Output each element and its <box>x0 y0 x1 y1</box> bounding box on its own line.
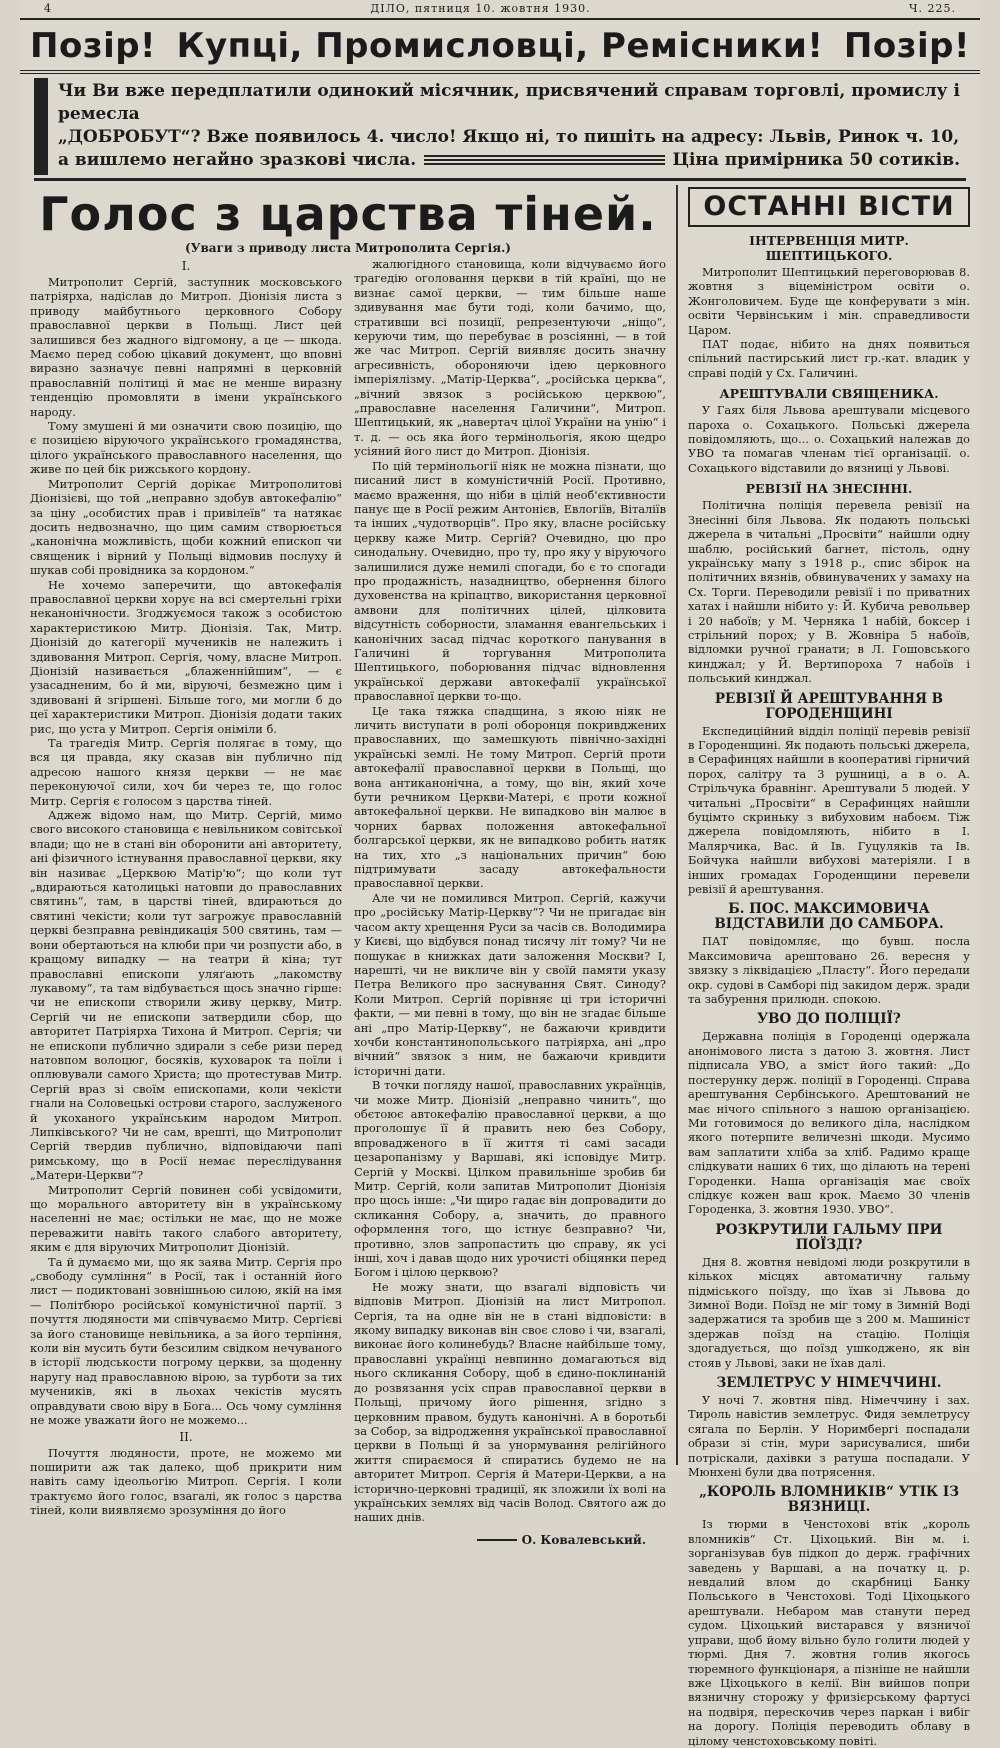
news-paragraph: У Гаях біля Львова арештували місцевого пароха о. Сохацького. Польські джерела повідомляють, що... о. Сохацький належав до УВО та помагав членам тієї організації. о. Сохацького відставили до вязниці у Львові. <box>688 403 970 475</box>
paragraph: Не хочемо заперечити, що автокефалія православної церкви хорує на всі смертельні гріхи неканонічности. Згоджуємося також з особистою характеристикою Митр. Діонізія. Так, Митр. Діонізій до категорії мучеників не належить і здивовання Митроп. Сергія, чому, власне Митроп. Діонізій називається „блаженнійшим“, — є узасадненим, бо й ми, віруючі, безмежно цим і здивовані й згіршені. Більше того, ми могли б до цеї характеристики Митроп. Діонізія додати таких рис, що уста у Митроп. Сергія оніміли б. <box>30 577 342 736</box>
news-paragraph: Експедиційний відділ поліції перевів ревізії в Городенщині. Як подають польські джерела, в Серафинцях найшли в кооперативі гірничий порох, салітру та 3 рушниці, а в о. А. Стрільчука бравнінг. Арештували 5 людей. У читальні „Просвіти“ в Серафинцях найшли буцімто скриньку з вибуховим набоєм. Тіж джерела повідомляють, нібито в І. Малярчика, Вас. й Ів. Гуцуляків та Ів. Бойчука найшли вибухові матеріяли. І в інших громадах Городенщини перевели ревізії й арештування. <box>688 723 970 897</box>
news-items <box>688 233 970 1748</box>
news-paragraph: ПАТ подає, нібито на днях появиться спільний пастирський лист гр.-кат. владик у справі подій у Сх. Галичині. <box>688 337 970 380</box>
news-headline: „КОРОЛЬ ВЛОМНИКІВ“ УТІК ІЗ ВЯЗНИЦІ. <box>699 1484 959 1516</box>
article-signature <box>354 1533 666 1547</box>
page-number: 4 <box>44 2 52 15</box>
author-name: О. Ковалевський. <box>521 1532 646 1547</box>
article-subtitle: (Уваги з приводу листа Митрополита Сергія.) <box>185 241 511 255</box>
newspaper-page <box>20 0 980 1748</box>
news-paragraph: Політична поліція перевела ревізії на Знесінні біля Львова. Як подають польські джерела в читальні „Просвіти“ найшли одну шаблю, російський багнет, пістоль, одну українську мапу з 1918 р., спис збірок на політичних вязнів, обвинувачених у замаху на Сх. Торги. Переводили ревізії і по приватних хатах і найшли нібито у: Й. Кубича револьвер і 20 набоїв; у М. Черняка 1 набій, боксер і стрільний порох; у В. Жовніра 5 набоїв, відломки ручної гранати; в Л. Гошовського кинджал; у Й. Вертипороха 7 набоїв і польський кинджал. <box>688 498 970 686</box>
col1-paragraphs <box>30 275 342 1428</box>
news-paragraph: ПАТ повідомляє, що бувш. посла Максимовича арештовано 26. вересня у звязку з ліквідацією „Пласту“. Його передали окр. судові в Самборі під закидом держ. зради та забурення прилюдн. спокою. <box>688 934 970 1007</box>
main-content <box>30 185 970 1748</box>
masthead: ДІЛО, пятниця 10. жовтня 1930. <box>370 2 591 15</box>
paragraph: Митрополит Сергій повинен собі усвідомити, що морального авторитету він в українському населенні не має; остільки не має, що не може переважити навіть такого слабого авторитету, яким є для віруючих Митрополит Діонізій. <box>30 1182 342 1255</box>
paragraph: жалюгідного становища, коли відчуваємо його трагедію оголовання церкви в тій країні, що не визнає самої церкви, — тим більше наше здивування має бути тоді, коли бачимо, що, стративши всі позиції, репрезентуючи „ніщо“, керуючи тим, що перебуває в розсіянні, — в той же час Митроп. Сергій виявляє досить значну агресивність, обороняючи ідею церковного імперіялізму. „Матір-Церква“, „російська церква“, „вічний звязок з російською церквою“, „православне населення Галичини“, Митроп. Шептицький, як „навертач цілої України на унію“ і т. д. — ось яка його термінольогія, якою щедро усіяний його лист до Митроп. Діонізія. <box>354 257 666 459</box>
paragraph: Але чи не помилився Митроп. Сергій, кажучи про „російську Матір-Церкву“? Чи не пригадає він часом акту хрещення Руси за часів св. Володимира у Києві, що відбувся понад тисячу літ тому? Чи не пошукає в книжках дати заложення Москви? І, нарешті, чи не викличе він у своїй памяти указу Петра Великого про заснування Свят. Синоду? Коли Митроп. Сергій порівняє ці три історичні факти, — ми певні в тому, що він не згадає більше ані „про Матір-Церкву“, не бажаючи кривдити хочби константинопольського патріярха, ані „про вічний“ звязок з ним, не бажаючи кривдити історичні дати. <box>354 890 666 1078</box>
paragraph: По цій термінольогії ніяк не можна пізнати, що писаний лист в комуністичній Росії. Противно, маємо враження, що ніби в цілій необ'єктивности панує ще в Росії режим Антонієв, Евлогіїв, Віталіїв та інших „чудотворців“. Про яку, власне російську церкву каже Митр. Сергій? Очевидно, цю про синодальну. Очевидно, про ту, про яку у віруючого залишилися дуже немилі спогади, бо є то спогади про продажність, назадництво, обернення білого духовенства на кріпацтво, використання церковної амвони для політичних цілей, цілковита відсутність соборности, зламання евангельських і канонічних засад підчас короткого панування в Галичині й торгування Митрополита Шептицького, поборювання підчас відновлення української держави автокефалії української православної церкви то-що. <box>354 458 666 704</box>
paragraph: Не можу знати, що взагалі відповість чи відповів Митроп. Діонізій на лист Митропол. Сергія, та на одне він не в стані відповісти: в якому випадку виконав він своє слово і чи, взагалі, виконає його колинебудь? Власне найбільше тому, православні українці невпинно домагаються від нього скликання Собору, щоб в єдино-поклинаній до розвязання усіх справ православної церкви в Польщі, причому його рішення, згідно з церковним правом, будуть канонічні. А в боротьбі за Собор, за відродження української православної церкви в Польщі й за унормування релігійного життя спираємося й спиратись будемо не на авторитет Митроп. Сергія й Матери-Церкви, а на історично-церковні традиції, як зложили їх волі на українських землях від часів Волод. Святого аж до наших днів. <box>354 1279 666 1525</box>
col1b-paragraphs <box>30 1446 342 1518</box>
paragraph: Тому змушені й ми означити свою позицію, що є позицією віруючого українського громадянства, цілого українського православного населення, що живе по цей бік рижського кордону. <box>30 419 342 477</box>
ad-banner <box>20 20 980 74</box>
news-headline: УВО ДО ПОЛІЦІЇ? <box>757 1011 901 1028</box>
ad-line-3-left: а вишлемо негайно зразкові числа. <box>58 150 417 170</box>
article-column-1 <box>30 257 342 1547</box>
news-paragraph: У ночі 7. жовтня півд. Німеччину і зах. Тироль навістив землетрус. Фидя землетрусу сягала по Берлін. У Норимбергі поспадали образи зі стін, мури зарисувалися, шиби потріскали, дахівки з ратуша поспадали. У Мюнхені були два потрясення. <box>688 1393 970 1480</box>
paragraph: В точки погляду нашої, православних українців, чи може Митр. Діонізій „неправно чинить“, що обєтоює автокефалію православної церкви, а що проголошує її й править нею без Собору, впровадженого в її життя ті самі засади цезаропанізму у Варшаві, які ісповідує Митр. Сергій у Москві. Цілком правильніше зробив би Митр. Сергій, коли запитав Митрополит Діонізія про щось інше: „Чи щиро гадає він допровадити до скликання Собору, а, значить, до правного оформлення того, що істнує безправно? Чи, противно, злов запропастить цю справу, як усі інші, хоч і давав щодо них урочисті обіцянки перед Богом і цілою церквою? <box>354 1078 666 1280</box>
news-section-title: ОСТАННІ ВІСТИ <box>688 187 970 227</box>
paragraph: Аджеж відомо нам, що Митр. Сергій, мимо свого високого становища є невільником совітської влади; що не в стані він оборонити ані авторитету, ані фізичного істнування православної церкви, яку він називає „Церквою Матір'ю“; що коли тут „вдираються католицькі натовпи до православних святинь“, там, в царстві тіней, вдираються до святині чекісти; коли тут загрожує православній церкві безправна ревіндикація 500 святинь, там — вони обертаються на клюби при чи розпусти або, в кращому випадку — на театри й кіна; тут православні епископи уляґають „лакомству лукавому“, та там відбувається щось значно гірше: чи не епископи створили живу церкву, Митр. Сергій чи не епископи затвердили сбор, що авторитет Патріярха Тихона й Митроп. Сергія; чи не епископи публично здирали з себе ризи перед натовпом волоцюг, босяків, куховарок та поїли і оплювували самого Христа; що протестував Митр. Сергій враз зі своїм епископами, коли чекісти гнали на Соловецькі острови старого, заслуженого й укоханого українським народом Митроп. Липківського? Чи не сам, врешті, що Митрополит Сергій твердив публично, відповідаючи папі римському, що в Росії немає переслідування „Матери-Церкви“? <box>30 808 342 1183</box>
ad-line-3-right: Ціна примірника 50 сотиків. <box>672 150 960 170</box>
news-paragraph: Дня 8. жовтня невідомі люди розкрутили в кількох місцях автоматичну гальму підміського поїзду, що їхав зі Львова до Зимної Води. Поїзд не міг тому в Зимній Воді задержатися та зробив ще з 200 м. Машиніст здержав поїзд на стацію. Поліція здогадується, що поїзд ушкоджено, як він стояв у Львові, заки не їхав далі. <box>688 1254 970 1370</box>
ad-line-1: Чи Ви вже передплатили одинокий місячник, присвячений справам торговлі, промислу і ремесла <box>58 81 960 124</box>
news-headline: РОЗКРУТИЛИ ГАЛЬМУ ПРИ ПОЇЗДІ? <box>715 1221 943 1253</box>
news-headline: РЕВІЗІЇ НА ЗНЕСІННІ. <box>745 481 913 497</box>
banner-right: Позір! <box>843 26 970 66</box>
news-headline: РЕВІЗІЇ Й АРЕШТУВАННЯ В ГОРОДЕНЩИНІ <box>714 690 944 722</box>
ad-box <box>34 78 966 175</box>
paragraph: Митрополит Сергій, заступник московського патріярха, надіслав до Митроп. Діонізія листа з приводу майбутнього церковного Собору православної церкви в Польщі. Лист цей залишився без жадного відгомону, а це — шкода. Маємо перед собою цікавий документ, що вповні виразно зазначує певні напрямні в церковній православній політиці й має не менше виразну тенденцію промовляти в імени українського народу. <box>30 275 342 419</box>
ad-line-2: „ДОБРОБУТ“? Вже появилось 4. число! Якщо ні, то пишіть на адресу: Львів, Ринок ч. 10, <box>58 127 960 147</box>
paragraph: Почуття людяности, проте, не можемо ми поширити аж так далеко, щоб прикрити ним навіть саму ідеольогію Митроп. Сергія. І коли трактуємо його голос, взагалі, як голос з царства тіней, коли виявляємо зрозуміння до його <box>30 1445 342 1518</box>
news-paragraph: Державна поліція в Городенці одержала анонімового листа з датою 3. жовтня. Лист підписала УВО, а зміст його такий: „До постерунку держ. поліції в Городенці. Справа арештування Сербінського. Арештований не має нічого спільного з нашою організацією. Ми готовимося до великого діла, наслідком якого потерпите величезні шкоди. Мусимо вам заплатити хліба за хліб. Радимо краще слідкувати наших 6 тих, що ділають на терені Городенки. Наша організація має своїх слідкує кожен ваш крок. Маємо 30 членів Городенка, 3. жовтня 1930. УВО“. <box>688 1029 970 1217</box>
paragraph: Це така тяжка спадщина, з якою ніяк не личить виступати в ролі оборонця покривджених православних, що замешкують північно-західні українські землі. Не тому Митроп. Сергій проти автокефалії православної церкви в Польщі, що вона антиканонічна, а тому, що він, який хоче бути речником Церкви-Матері, є проти кожної автокефальної церкви. Не випадково він малює в чорних барвах положення автокефальної болгарської церкви, як не випадково робить натяк на тих, хто „з національних причин“ бою підтримувати засаду автокефальности православної церкви. <box>354 703 666 891</box>
banner-left: Позір! <box>30 26 157 66</box>
paragraph: Та й думаємо ми, що як заява Митр. Сергія про „свободу сумління“ в Росії, так і останній його лист — подиктовані зовнішньою силою, якій на імя — Політбюро російської комуністичної партії. З почуття людяности ми співчуваємо Митр. Сергієві за його становище невільника, а за його терпіння, коли він мусить бути безсилим свідком нечуваного в історії людськости погрому церкви, за щоденну наругу над православною вірою, за турботи за тих мучеників, які в льохах чекістів мусять оправдувати свою віру в Бога... Ось чому сумління не може уважати його не можемо... <box>30 1254 342 1428</box>
news-paragraph: Митрополит Шептицький переговорював 8. жовтня з віцеміністром освіти о. Жонголовичем. Буде ще конферувати з мін. освіти Червінським і мін. справедливости Царом. <box>688 265 970 337</box>
article-title: Голос з царства тіней. <box>39 187 657 241</box>
section-number: I. <box>181 259 191 273</box>
ad-divider <box>34 178 966 181</box>
paragraph: Митрополит Сергій дорікає Митрополитові Діонізієві, що той „неправно здобув автокефалію“ за ціну „особистих прав і привілеїв“ та натякає досить недвозначно, що цим самим створюється „канонічна можливість, щоби кожний епископ чи священик і вірний у Польщі відмовив послуху й шукав собі провідника за кордоном.“ <box>30 476 342 578</box>
ad-filler-rule <box>424 155 664 167</box>
article-column-2 <box>354 257 666 1547</box>
article <box>30 185 678 1547</box>
news-headline: АРЕШТУВАЛИ СВЯЩЕНИКА. <box>719 386 939 402</box>
news-headline: Б. ПОС. МАКСИМОВИЧА ВІДСТАВИЛИ ДО САМБОРА. <box>714 901 944 933</box>
banner-center: Купці, Промисловці, Ремісники! <box>176 26 824 66</box>
news-headline: ЗЕМЛЕТРУС У НІМЕЧЧИНІ. <box>716 1375 942 1391</box>
section-number: II. <box>179 1429 193 1444</box>
news-paragraph: Із тюрми в Ченстохові втік „король вломників“ Ст. Ціхоцький. Він м. і. зорганізував був підкоп до держ. графічних заведень у Варшаві, а на початку ц. р. невдалий влом до скарбниці Банку Польського в Ченстохові. Тоді Ціхоцького арештували. Небаром мав станути перед судом. Ціхоцький вистарався у вязничої управи, щоб йому вільно було голити людей у тюрмі. Дня 7. жовтня голив якогось тюремного функціонаря, а пізніше не найшли вже Ціхоцького в келії. Він вийшов попри вязничну сторожу у фризієрському фартусі на подвіря, перескочив через паркан і вибіг на дорогу. Поліція переводить облаву в цілому ченстоховському повіті. <box>688 1517 970 1748</box>
col2-paragraphs <box>354 257 666 1525</box>
page-header <box>20 0 980 20</box>
dash-icon <box>477 1539 517 1541</box>
news-headline: ІНТЕРВЕНЦІЯ МИТР. ШЕПТИЦЬКОГО. <box>749 233 909 263</box>
paragraph: Та трагедія Митр. Сергія полягає в тому, що вся ця правда, яку сказав він публично під адресою нашого князя церкви — не має переконуючої сили, хоч би через те, що голос Митр. Сергія є голосом з царства тіней. <box>30 736 342 808</box>
news-column <box>678 185 970 1748</box>
issue-number: Ч. 225. <box>909 2 956 15</box>
